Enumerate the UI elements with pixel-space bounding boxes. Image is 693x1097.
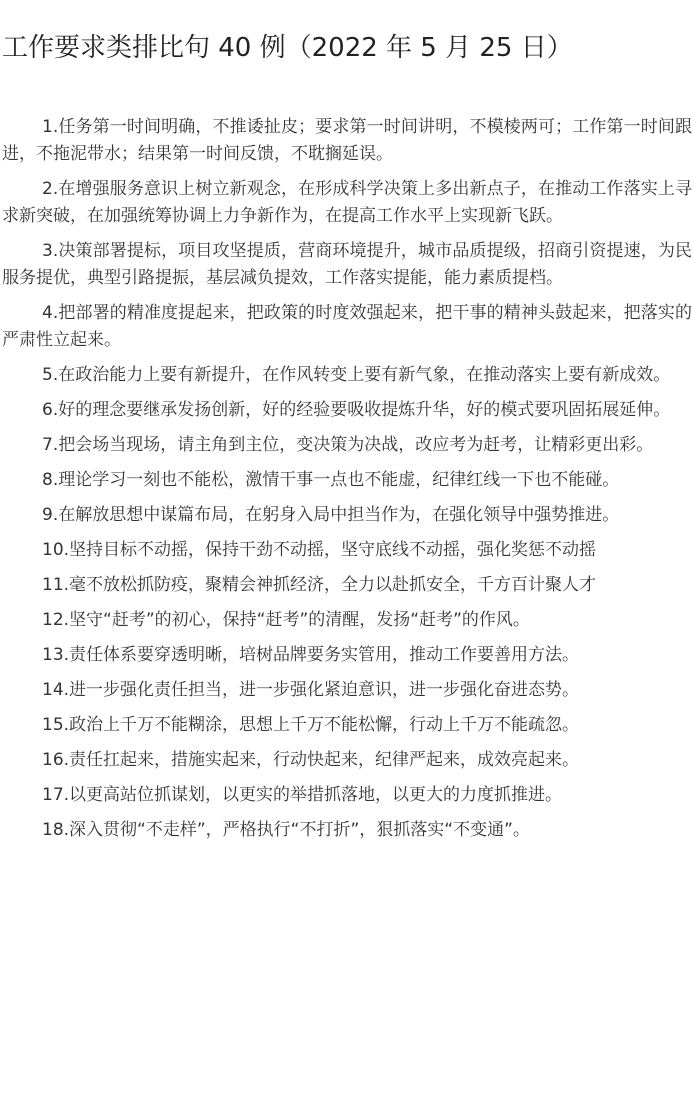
list-item: 10.坚持目标不动摇，保持干劲不动摇，坚守底线不动摇，强化奖惩不动摇 bbox=[42, 540, 597, 560]
list-item: 1.任务第一时间明确，不推诿扯皮；要求第一时间讲明，不模棱两可；工作第一时间跟进，不拖泥带水；结果第一时间反馈，不耽搁延误。 bbox=[2, 117, 692, 164]
list-item: 17.以更高站位抓谋划，以更实的举措抓落地，以更大的力度抓推进。 bbox=[42, 785, 563, 805]
list-item: 8.理论学习一刻也不能松，激情干事一点也不能虚，纪律红线一下也不能碰。 bbox=[42, 470, 620, 490]
list-item: 14.进一步强化责任担当，进一步强化紧迫意识，进一步强化奋进态势。 bbox=[42, 680, 580, 700]
list-item: 18.深入贯彻“不走样”，严格执行“不打折”，狠抓落实“不变通”。 bbox=[42, 820, 530, 840]
list-item: 16.责任扛起来，措施实起来，行动快起来，纪律严起来，成效亮起来。 bbox=[42, 750, 580, 770]
list-item: 2.在增强服务意识上树立新观念，在形成科学决策上多出新点子，在推动工作落实上寻求新突破，在加强统筹协调上力争新作为，在提高工作水平上实现新飞跃。 bbox=[2, 179, 692, 226]
list-item: 6.好的理念要继承发扬创新，好的经验要吸收提炼升华，好的模式要巩固拓展延伸。 bbox=[42, 400, 671, 420]
list-item: 9.在解放思想中谋篇布局，在躬身入局中担当作为，在强化领导中强势推进。 bbox=[42, 505, 620, 525]
article-body bbox=[2, 114, 692, 852]
list-item: 4.把部署的精准度提起来，把政策的时度效强起来，把干事的精神头鼓起来，把落实的严肃性立起来。 bbox=[2, 303, 692, 350]
list-item: 7.把会场当现场，请主角到主位，变决策为决战，改应考为赶考，让精彩更出彩。 bbox=[42, 435, 654, 455]
list-item: 13.责任体系要穿透明晰，培树品牌要务实管用，推动工作要善用方法。 bbox=[42, 645, 580, 665]
list-item: 5.在政治能力上要有新提升，在作风转变上要有新气象，在推动落实上要有新成效。 bbox=[42, 365, 671, 385]
list-item: 15.政治上千万不能糊涂，思想上千万不能松懈，行动上千万不能疏忽。 bbox=[42, 715, 580, 735]
list-item: 11.毫不放松抓防疫，聚精会神抓经济，全力以赴抓安全，千方百计聚人才 bbox=[42, 575, 597, 595]
list-item: 3.决策部署提标，项目攻坚提质，营商环境提升，城市品质提级，招商引资提速，为民服务提优，典型引路提振，基层减负提效，工作落实提能，能力素质提档。 bbox=[2, 241, 692, 288]
page-title: 工作要求类排比句 40 例（2022 年 5 月 25 日） bbox=[2, 33, 573, 63]
list-item: 12.坚守“赶考”的初心，保持“赶考”的清醒，发扬“赶考”的作风。 bbox=[42, 610, 530, 630]
